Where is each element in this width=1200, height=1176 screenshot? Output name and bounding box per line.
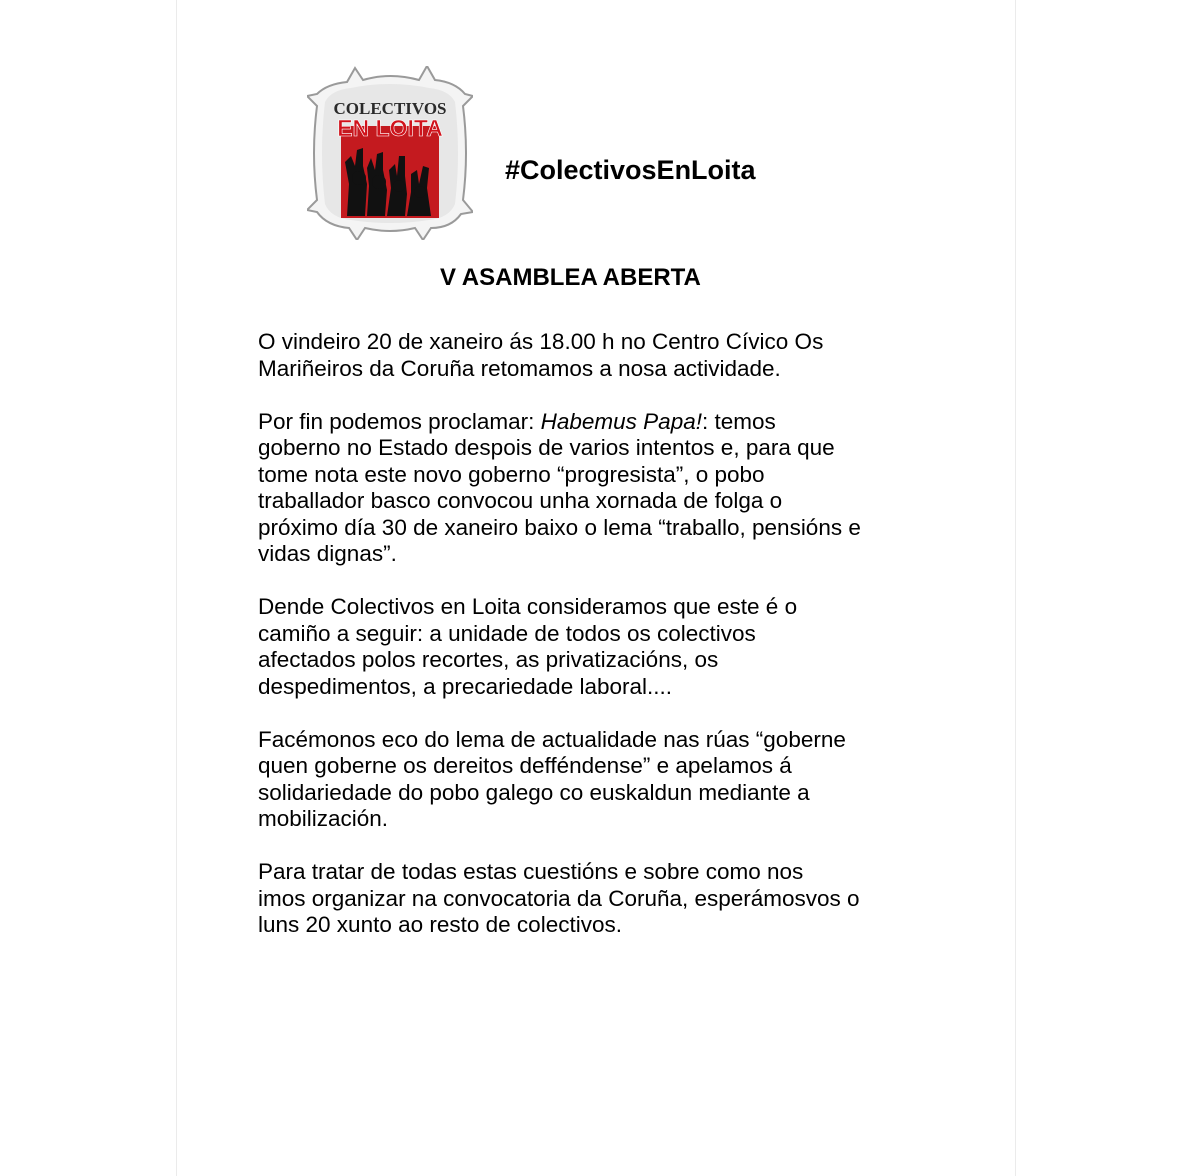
paragraph-line: traballador basco convocou unha xornada de folga o	[258, 488, 783, 513]
document-body	[258, 329, 958, 965]
paragraph-line: luns 20 xunto ao resto de colectivos.	[258, 912, 622, 937]
line-text: : temos	[701, 408, 776, 434]
paragraph-line: Facémonos eco do lema de actualidade nas rúas “goberne	[258, 726, 846, 752]
paragraph-line	[258, 409, 958, 436]
paragraph-line: imos organizar na convocatoria da Coruña, esperámosvos o	[258, 885, 860, 911]
paragraph-5	[258, 859, 958, 939]
paragraph-line: Para tratar de todas estas cuestións e sobre como nos	[258, 859, 804, 884]
logo-line1: COLECTIVOS	[333, 99, 447, 118]
colectivos-en-loita-logo	[307, 66, 473, 240]
paragraph-line: despedimentos, a precariedade laboral....	[258, 673, 673, 699]
paragraph-3	[258, 594, 958, 700]
paragraph-line: Dende Colectivos en Loita consideramos que este é o	[258, 594, 798, 619]
paragraph-line: quen goberne os dereitos defféndense” e apelamos á	[258, 753, 792, 778]
paragraph-1	[258, 329, 958, 382]
paragraph-line: Mariñeiros da Coruña retomamos a nosa actividade.	[258, 355, 781, 381]
paragraph-line: goberno no Estado despois de varios intentos e, para que	[258, 435, 835, 460]
paragraph-line: camiño a seguir: a unidade de todos os colectivos	[258, 620, 756, 646]
logo-line2: EN LOITA	[337, 115, 443, 141]
paragraph-line: solidariedade do pobo galego co euskaldun mediante a	[258, 779, 810, 805]
hashtag-heading: #ColectivosEnLoita	[505, 155, 756, 185]
line-text: Por fin podemos proclamar:	[258, 408, 541, 434]
emphasis-text: Habemus Papa!	[540, 408, 702, 434]
paragraph-line: próximo día 30 de xaneiro baixo o lema “traballo, pensións e	[258, 514, 861, 540]
paragraph-line: mobilización.	[258, 806, 389, 831]
paragraph-line: tome nota este novo goberno “progresista”, o pobo	[258, 461, 765, 487]
paragraph-2	[258, 409, 958, 568]
paragraph-line: O vindeiro 20 de xaneiro ás 18.00 h no Centro Cívico Os	[258, 329, 824, 354]
paragraph-line: vidas dignas”.	[258, 541, 397, 566]
paragraph-4	[258, 727, 958, 833]
logo-graphic	[307, 66, 473, 240]
document-title: V ASAMBLEA ABERTA	[440, 264, 701, 291]
paragraph-line: afectados polos recortes, as privatizacións, os	[258, 647, 719, 672]
